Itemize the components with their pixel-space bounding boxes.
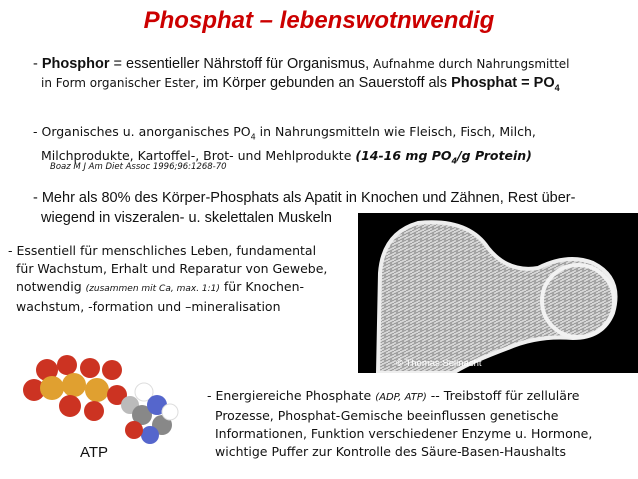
bone-image: [358, 213, 638, 373]
citation: Boaz M J Am Diet Assoc 1996;96:1268-70: [50, 162, 227, 172]
bullet-essential: - Essentiell für menschliches Leben, fundamental für Wachstum, Erhalt und Reparatur von Gewebe, notwendig (zusammen mit Ca, max. 1:1) für Knochen- wachstum, -formation und –mineralisation: [8, 243, 328, 314]
bullet-phosphor: - Phosphor = essentieller Nährstoff für Organismus, Aufnahme durch Nahrungsmittel in Form organischer Ester, im Körper gebunden an Sauerstoff als Phosphat = $PO_4$: [33, 56, 570, 93]
atp-label: ATP: [80, 444, 109, 461]
slide-title: Phosphat – lebenswotnwendig: [143, 7, 495, 34]
bullet-food-sources: - Organisches u. anorganisches $PO_4$ in Nahrungsmitteln wie Fleisch, Fisch, Milch, Milchprodukte, Kartoffel-, Brot- und Mehlprodukte (14-16 mg $PO_4/g$ Protein): [33, 124, 536, 165]
image-copyright: © Thomas Seilnacht: [396, 358, 482, 369]
bullet-apatite: - Mehr als 80% des Körper-Phosphats als Apatit in Knochen und Zähnen, Rest über- wiegend in viszeralen- u. skelettalen Muskeln: [33, 190, 576, 226]
phosphate-atoms: [23, 355, 127, 421]
femur-illustration: [358, 213, 638, 373]
ribose-adenine-atoms: [121, 383, 178, 444]
bullet-energy: - Energiereiche Phosphate (ADP, ATP) -- Treibstoff für zelluläre Prozesse, Phosphat-Gemische beeinflussen genetische Informationen, Funktion verschiedener Enzyme u. Hormone, wichtige Puffer zur Kontrolle des Säure-Basen-Haushalts: [207, 388, 593, 459]
